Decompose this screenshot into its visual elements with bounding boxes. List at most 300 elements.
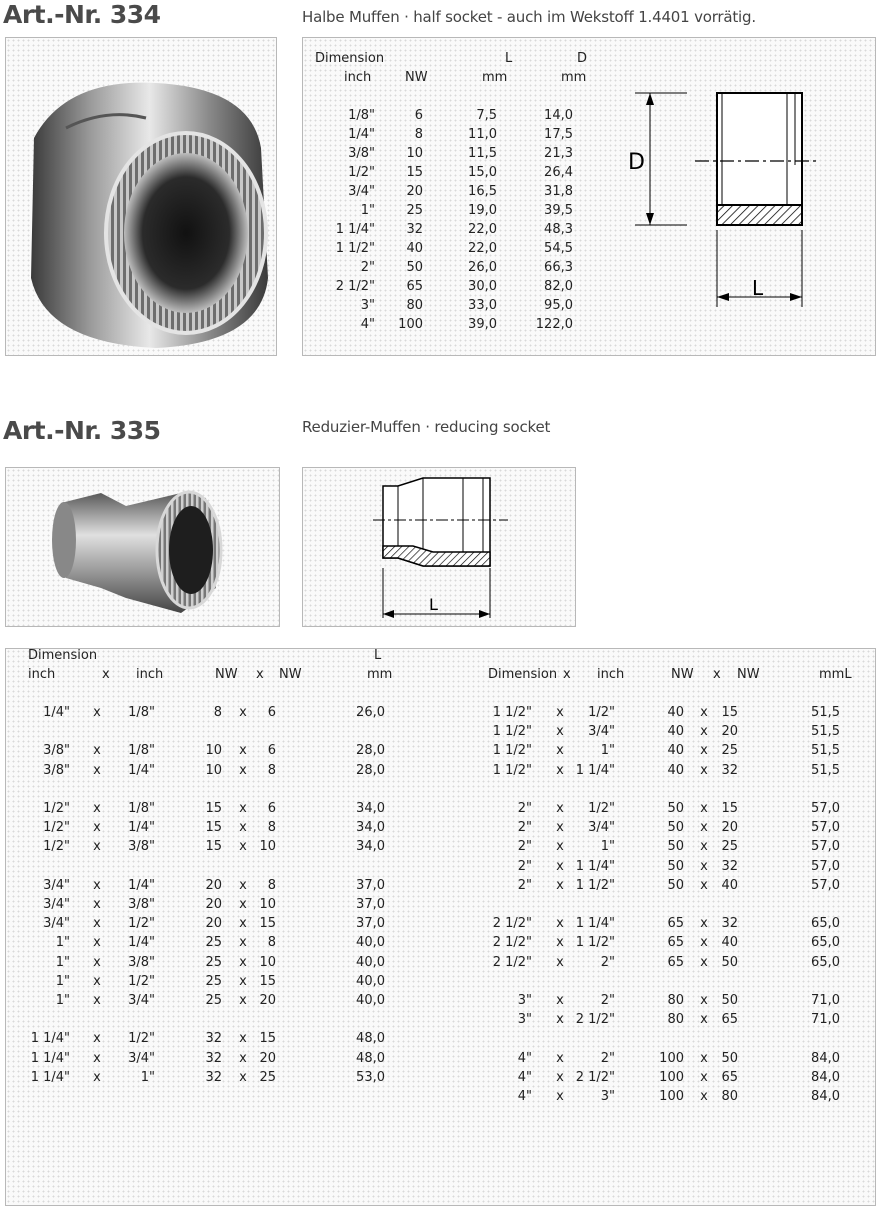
half-socket-drawing: [615, 85, 830, 315]
cell-a: 1": [55, 935, 70, 951]
cell-d: 66,3: [544, 260, 573, 275]
cell-l: 65,0: [811, 954, 840, 970]
cell-x: x: [93, 935, 101, 951]
cell-l: 57,0: [811, 877, 840, 893]
left-header-mm: mm: [367, 667, 393, 682]
cell-nw: 20: [406, 184, 423, 199]
cell-nw: 80: [406, 298, 423, 313]
cell-n1: 65: [667, 935, 684, 951]
cell-inch: 1": [360, 203, 375, 218]
cell-n1: 25: [205, 993, 222, 1008]
right-header-nw1: NW: [671, 667, 694, 682]
cell-nx: x: [239, 935, 247, 951]
right-header-x2: x: [713, 667, 721, 682]
half-socket-photo: [5, 37, 277, 356]
left-header-nw2: NW: [279, 667, 302, 682]
cell-n1: 32: [205, 1069, 222, 1085]
cell-l: 16,5: [468, 184, 497, 199]
cell-nx: x: [239, 877, 247, 893]
cell-a: 1 1/2": [492, 705, 532, 720]
cell-n2: 50: [721, 954, 738, 970]
cell-nw: 6: [414, 108, 423, 123]
cell-inch: 1 1/4": [335, 222, 375, 237]
cell-n2: 20: [721, 820, 738, 836]
cell-b: 3/8": [128, 954, 155, 970]
drawing-label-d: D: [628, 150, 645, 175]
cell-a: 3/8": [43, 743, 70, 759]
cell-x: x: [93, 877, 101, 893]
cell-x: x: [556, 762, 564, 778]
drawing-label-l-335: L: [429, 595, 438, 614]
cell-nx: x: [239, 839, 247, 855]
right-header-dimension: Dimension: [488, 667, 558, 682]
cell-nx: x: [700, 935, 708, 951]
cell-n1: 40: [667, 705, 684, 720]
cell-a: 2 1/2": [492, 954, 532, 970]
cell-a: 2": [517, 839, 532, 855]
cell-b: 2 1/2": [575, 1012, 615, 1028]
cell-nx: x: [239, 1031, 247, 1047]
cell-a: 1/2": [43, 801, 70, 816]
cell-n1: 80: [667, 993, 684, 1008]
cell-nx: x: [700, 993, 708, 1008]
cell-n2: 40: [721, 877, 738, 893]
cell-l: 53,0: [356, 1069, 385, 1085]
cell-x: x: [556, 1050, 564, 1066]
cell-inch: 1/4": [348, 127, 375, 142]
cell-a: 1 1/4": [30, 1069, 70, 1085]
cell-d: 122,0: [535, 317, 573, 332]
cell-b: 1/8": [128, 705, 155, 720]
cell-a: 1/2": [43, 820, 70, 836]
cell-inch: 3/8": [348, 146, 375, 161]
cell-a: 2": [517, 858, 532, 874]
cell-n2: 32: [721, 916, 738, 932]
cell-nx: x: [239, 1050, 247, 1066]
cell-b: 3/4": [588, 820, 615, 836]
cell-a: 4": [517, 1050, 532, 1066]
cell-b: 1/2": [128, 916, 155, 932]
cell-l: 33,0: [468, 298, 497, 313]
cell-n1: 40: [667, 762, 684, 778]
cell-x: x: [556, 1069, 564, 1085]
cell-l: 48,0: [356, 1031, 385, 1047]
cell-n2: 65: [721, 1012, 738, 1028]
cell-l: 57,0: [811, 820, 840, 836]
cell-a: 1": [55, 973, 70, 989]
cell-b: 1 1/2": [575, 877, 615, 893]
art-335-subtitle: Reduzier-Muffen · reducing socket: [302, 418, 551, 436]
cell-l: 71,0: [811, 993, 840, 1008]
cell-l: 26,0: [468, 260, 497, 275]
cell-nx: x: [700, 1069, 708, 1085]
cell-n2: 40: [721, 935, 738, 951]
cell-x: x: [556, 724, 564, 740]
cell-n2: 32: [721, 762, 738, 778]
cell-n1: 15: [205, 801, 222, 816]
left-header-x1: x: [102, 667, 110, 682]
cell-n2: 15: [259, 1031, 276, 1047]
cell-b: 2": [600, 1050, 615, 1066]
cell-nw: 50: [406, 260, 423, 275]
cell-n2: 25: [259, 1069, 276, 1085]
cell-b: 3/8": [128, 897, 155, 912]
cell-inch: 2": [360, 260, 375, 275]
cell-d: 14,0: [544, 108, 573, 123]
cell-b: 3/4": [588, 724, 615, 740]
cell-l: 40,0: [356, 993, 385, 1008]
cell-n2: 15: [259, 973, 276, 989]
art-335-title: Art.-Nr. 335: [3, 416, 161, 445]
cell-nx: x: [700, 858, 708, 874]
cell-a: 4": [517, 1069, 532, 1085]
cell-x: x: [556, 820, 564, 836]
cell-n2: 8: [267, 877, 276, 893]
right-header-x1: x: [563, 667, 571, 682]
cell-a: 2": [517, 877, 532, 893]
cell-n1: 50: [667, 877, 684, 893]
cell-l: 84,0: [811, 1069, 840, 1085]
left-header-x2: x: [256, 667, 264, 682]
cell-inch: 1 1/2": [335, 241, 375, 256]
cell-a: 1 1/4": [30, 1050, 70, 1066]
cell-l: 11,0: [468, 127, 497, 142]
cell-nx: x: [700, 954, 708, 970]
cell-l: 51,5: [811, 743, 840, 759]
cell-nx: x: [700, 1012, 708, 1028]
art-334-subtitle: Halbe Muffen · half socket - auch im Wekstoff 1.4401 vorrätig.: [302, 8, 756, 26]
cell-nx: x: [239, 762, 247, 778]
cell-n2: 15: [721, 801, 738, 816]
cell-n2: 20: [259, 1050, 276, 1066]
cell-n2: 6: [267, 705, 276, 720]
right-header-nw2: NW: [737, 667, 760, 682]
cell-n1: 50: [667, 839, 684, 855]
cell-n1: 15: [205, 839, 222, 855]
cell-l: 34,0: [356, 801, 385, 816]
cell-l: 51,5: [811, 705, 840, 720]
cell-x: x: [93, 897, 101, 912]
cell-x: x: [556, 743, 564, 759]
col-header-mm-d: mm: [561, 70, 587, 85]
cell-l: 28,0: [356, 762, 385, 778]
cell-x: x: [93, 820, 101, 836]
cell-nx: x: [700, 916, 708, 932]
cell-nw: 15: [406, 165, 423, 180]
cell-a: 3/4": [43, 877, 70, 893]
cell-l: 7,5: [476, 108, 497, 123]
cell-n1: 8: [213, 705, 222, 720]
cell-nw: 65: [406, 279, 423, 294]
cell-n1: 20: [205, 877, 222, 893]
cell-nw: 100: [398, 317, 423, 332]
cell-nx: x: [700, 877, 708, 893]
cell-nx: x: [700, 724, 708, 740]
cell-l: 39,0: [468, 317, 497, 332]
cell-l: 26,0: [356, 705, 385, 720]
cell-b: 1": [140, 1069, 155, 1085]
cell-b: 1/8": [128, 801, 155, 816]
cell-b: 1": [600, 839, 615, 855]
cell-n2: 8: [267, 820, 276, 836]
cell-n1: 40: [667, 724, 684, 740]
cell-a: 3": [517, 993, 532, 1008]
cell-nx: x: [700, 743, 708, 759]
cell-l: 40,0: [356, 935, 385, 951]
cell-nx: x: [239, 1069, 247, 1085]
cell-n2: 50: [721, 993, 738, 1008]
cell-l: 37,0: [356, 877, 385, 893]
cell-b: 1/2": [128, 1031, 155, 1047]
cell-l: 57,0: [811, 839, 840, 855]
cell-a: 3/4": [43, 897, 70, 912]
cell-n1: 25: [205, 954, 222, 970]
cell-b: 1/4": [128, 877, 155, 893]
cell-inch: 3/4": [348, 184, 375, 199]
cell-inch: 4": [360, 317, 375, 332]
cell-n2: 50: [721, 1050, 738, 1066]
cell-l: 51,5: [811, 762, 840, 778]
cell-a: 1/2": [43, 839, 70, 855]
cell-x: x: [93, 954, 101, 970]
cell-d: 31,8: [544, 184, 573, 199]
cell-l: 84,0: [811, 1050, 840, 1066]
cell-x: x: [556, 801, 564, 816]
cell-inch: 1/8": [348, 108, 375, 123]
cell-n1: 65: [667, 916, 684, 932]
cell-a: 3/4": [43, 916, 70, 932]
cell-a: 3": [517, 1012, 532, 1028]
cell-n2: 15: [721, 705, 738, 720]
col-header-mm-l: mm: [482, 70, 508, 85]
cell-b: 1/8": [128, 743, 155, 759]
cell-d: 26,4: [544, 165, 573, 180]
cell-inch: 1/2": [348, 165, 375, 180]
cell-l: 30,0: [468, 279, 497, 294]
cell-n2: 8: [267, 762, 276, 778]
cell-n1: 65: [667, 954, 684, 970]
cell-n1: 20: [205, 916, 222, 932]
cell-a: 2": [517, 820, 532, 836]
cell-nx: x: [700, 762, 708, 778]
cell-n2: 32: [721, 858, 738, 874]
cell-nx: x: [239, 993, 247, 1008]
cell-n2: 65: [721, 1069, 738, 1085]
cell-x: x: [556, 954, 564, 970]
cell-nx: x: [239, 954, 247, 970]
cell-x: x: [556, 993, 564, 1008]
cell-n1: 25: [205, 973, 222, 989]
left-header-l: L: [374, 648, 382, 663]
cell-b: 1 1/4": [575, 762, 615, 778]
cell-a: 1 1/2": [492, 724, 532, 740]
cell-b: 1 1/4": [575, 858, 615, 874]
cell-n1: 10: [205, 762, 222, 778]
cell-l: 11,5: [468, 146, 497, 161]
cell-n1: 15: [205, 820, 222, 836]
cell-n2: 10: [259, 954, 276, 970]
cell-b: 3/8": [128, 839, 155, 855]
cell-nw: 8: [414, 127, 423, 142]
cell-l: 57,0: [811, 858, 840, 874]
cell-n2: 25: [721, 839, 738, 855]
cell-b: 3/4": [128, 1050, 155, 1066]
col-header-inch: inch: [344, 70, 372, 85]
cell-x: x: [556, 1012, 564, 1028]
right-header-mml: mmL: [819, 667, 852, 682]
cell-l: 65,0: [811, 935, 840, 951]
cell-x: x: [93, 762, 101, 778]
cell-l: 28,0: [356, 743, 385, 759]
reducing-socket-photo: [5, 467, 280, 627]
cell-x: x: [556, 858, 564, 874]
cell-n2: 6: [267, 743, 276, 759]
cell-nx: x: [239, 705, 247, 720]
cell-x: x: [93, 1031, 101, 1047]
left-header-dimension: Dimension: [28, 648, 98, 663]
cell-b: 1/2": [588, 705, 615, 720]
cell-a: 1": [55, 954, 70, 970]
col-header-dimension: Dimension: [315, 51, 385, 66]
cell-a: 1 1/2": [492, 743, 532, 759]
cell-n2: 10: [259, 839, 276, 855]
col-header-l: L: [505, 51, 513, 66]
cell-a: 1 1/2": [492, 762, 532, 778]
cell-d: 21,3: [544, 146, 573, 161]
cell-nw: 40: [406, 241, 423, 256]
cell-n1: 25: [205, 935, 222, 951]
cell-b: 1/2": [588, 801, 615, 816]
col-header-d: D: [577, 51, 588, 66]
cell-l: 40,0: [356, 973, 385, 989]
cell-nw: 25: [406, 203, 423, 218]
cell-l: 22,0: [468, 222, 497, 237]
cell-b: 2 1/2": [575, 1069, 615, 1085]
cell-n2: 80: [721, 1089, 738, 1104]
cell-b: 1/4": [128, 762, 155, 778]
cell-nw: 10: [406, 146, 423, 161]
cell-a: 2 1/2": [492, 935, 532, 951]
cell-n2: 20: [259, 993, 276, 1008]
cell-b: 1/4": [128, 935, 155, 951]
left-header-inch1: inch: [28, 667, 56, 682]
cell-a: 3/8": [43, 762, 70, 778]
cell-a: 1 1/4": [30, 1031, 70, 1047]
cell-x: x: [93, 993, 101, 1008]
cell-b: 1 1/4": [575, 916, 615, 932]
cell-inch: 2 1/2": [335, 279, 375, 294]
cell-a: 1": [55, 993, 70, 1008]
cell-x: x: [93, 705, 101, 720]
cell-d: 48,3: [544, 222, 573, 237]
cell-b: 1": [600, 743, 615, 759]
cell-l: 15,0: [468, 165, 497, 180]
cell-b: 3": [600, 1089, 615, 1104]
cell-x: x: [93, 1069, 101, 1085]
cell-n1: 32: [205, 1031, 222, 1047]
cell-l: 37,0: [356, 916, 385, 932]
cell-a: 2": [517, 801, 532, 816]
cell-inch: 3": [360, 298, 375, 313]
left-header-nw1: NW: [215, 667, 238, 682]
cell-x: x: [556, 916, 564, 932]
cell-d: 95,0: [544, 298, 573, 313]
cell-b: 3/4": [128, 993, 155, 1008]
cell-d: 17,5: [544, 127, 573, 142]
cell-l: 57,0: [811, 801, 840, 816]
cell-x: x: [93, 743, 101, 759]
cell-l: 34,0: [356, 839, 385, 855]
cell-x: x: [556, 935, 564, 951]
cell-a: 1/4": [43, 705, 70, 720]
cell-a: 2 1/2": [492, 916, 532, 932]
drawing-label-l: L: [752, 276, 764, 300]
cell-x: x: [556, 839, 564, 855]
cell-n1: 50: [667, 858, 684, 874]
cell-nx: x: [239, 916, 247, 932]
col-header-nw: NW: [405, 70, 428, 85]
cell-b: 2": [600, 993, 615, 1008]
cell-nx: x: [700, 839, 708, 855]
cell-l: 71,0: [811, 1012, 840, 1028]
cell-nx: x: [239, 973, 247, 989]
art-334-title: Art.-Nr. 334: [3, 0, 161, 29]
cell-l: 65,0: [811, 916, 840, 932]
cell-n1: 32: [205, 1050, 222, 1066]
cell-x: x: [556, 1089, 564, 1104]
cell-n1: 80: [667, 1012, 684, 1028]
cell-b: 1/2": [128, 973, 155, 989]
cell-l: 19,0: [468, 203, 497, 218]
cell-n2: 15: [259, 916, 276, 932]
cell-l: 48,0: [356, 1050, 385, 1066]
cell-nw: 32: [406, 222, 423, 237]
cell-nx: x: [700, 820, 708, 836]
cell-d: 82,0: [544, 279, 573, 294]
cell-n1: 100: [659, 1050, 684, 1066]
cell-d: 39,5: [544, 203, 573, 218]
cell-nx: x: [700, 1089, 708, 1104]
cell-b: 2": [600, 954, 615, 970]
cell-b: 1 1/2": [575, 935, 615, 951]
cell-l: 37,0: [356, 897, 385, 912]
cell-nx: x: [239, 897, 247, 912]
cell-l: 51,5: [811, 724, 840, 740]
cell-l: 40,0: [356, 954, 385, 970]
cell-nx: x: [700, 801, 708, 816]
cell-x: x: [93, 839, 101, 855]
cell-n1: 20: [205, 897, 222, 912]
cell-d: 54,5: [544, 241, 573, 256]
cell-x: x: [93, 973, 101, 989]
cell-n2: 20: [721, 724, 738, 740]
cell-n1: 10: [205, 743, 222, 759]
cell-b: 1/4": [128, 820, 155, 836]
cell-n1: 40: [667, 743, 684, 759]
reducing-socket-drawing: [302, 467, 576, 627]
cell-nx: x: [700, 1050, 708, 1066]
cell-x: x: [93, 916, 101, 932]
cell-l: 22,0: [468, 241, 497, 256]
cell-n2: 6: [267, 801, 276, 816]
cell-n2: 8: [267, 935, 276, 951]
left-header-inch2: inch: [136, 667, 164, 682]
cell-n1: 100: [659, 1089, 684, 1104]
cell-l: 34,0: [356, 820, 385, 836]
cell-nx: x: [239, 743, 247, 759]
cell-a: 4": [517, 1089, 532, 1104]
cell-l: 84,0: [811, 1089, 840, 1104]
